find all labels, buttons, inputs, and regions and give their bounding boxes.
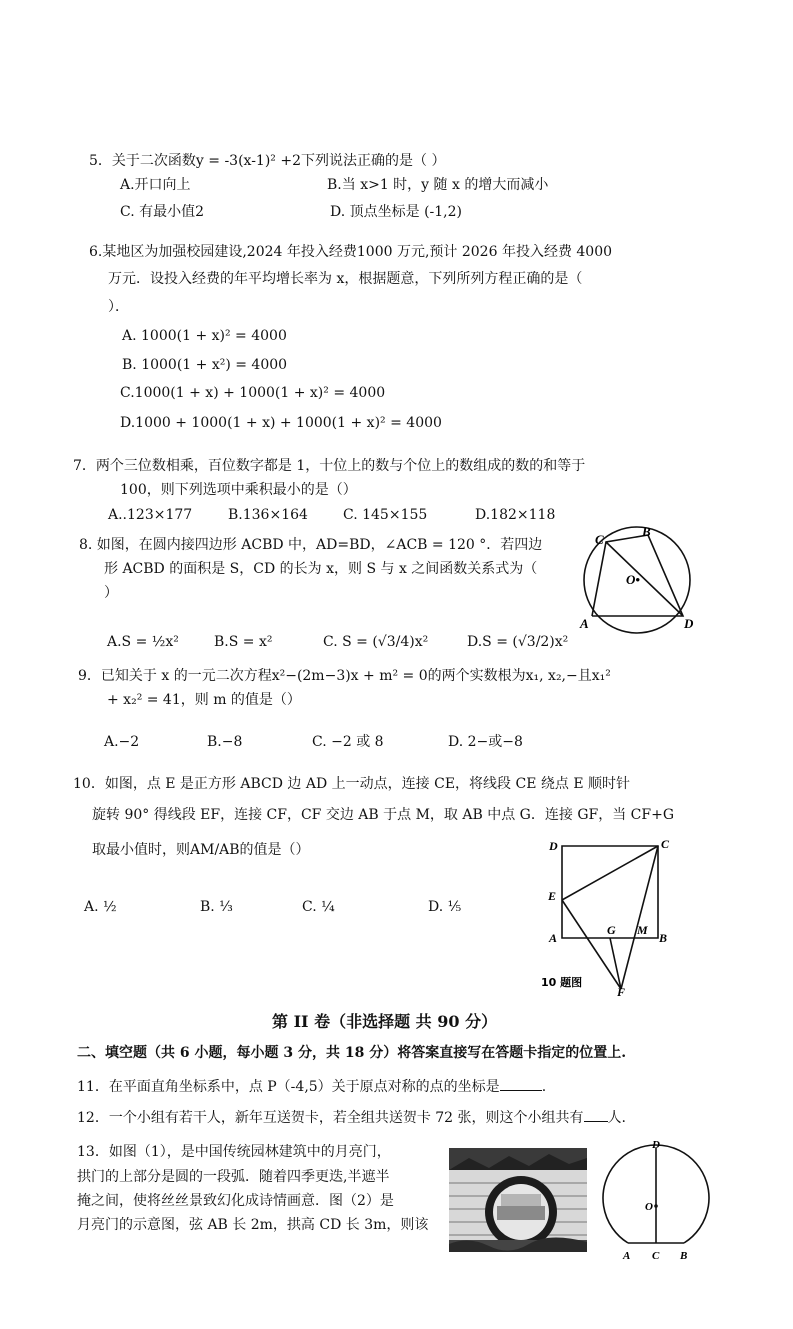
moon-gate-photo bbox=[449, 1148, 587, 1252]
q9-option-d: D. 2−或−8 bbox=[448, 734, 523, 750]
q7-option-d: D.182×118 bbox=[475, 507, 556, 523]
q8-label-a: A bbox=[580, 616, 589, 631]
q11 bbox=[77, 1077, 546, 1096]
q7-option-c: C. 145×155 bbox=[343, 507, 428, 523]
q13-line1: 13．如图（1），是中国传统园林建筑中的月亮门， bbox=[77, 1144, 391, 1160]
q10-label-d: D bbox=[549, 839, 558, 853]
q6-option-c: C.1000(1 + x) + 1000(1 + x)² = 4000 bbox=[120, 385, 386, 401]
q13-line3: 掩之间，使将丝丝景致幻化成诗情画意．图（2）是 bbox=[77, 1193, 394, 1209]
q7-line2: 100，则下列选项中乘积最小的是（） bbox=[120, 482, 357, 498]
q5-stem: 5．关于二次函数y = -3(x-1)² +2下列说法正确的是（ ） bbox=[89, 153, 446, 169]
q7-option-b: B.136×164 bbox=[228, 507, 308, 523]
q12-text: 12．一个小组有若干人，新年互送贺卡，若全组共送贺卡 72 张，则这个小组共有 bbox=[77, 1110, 584, 1126]
q10-line3: 取最小值时，则AM/AB的值是（） bbox=[92, 842, 310, 858]
q7-line1: 7．两个三位数相乘，百位数字都是 1，十位上的数与个位上的数组成的数的和等于 bbox=[73, 458, 586, 474]
q10-option-b: B. ⅓ bbox=[200, 899, 233, 915]
q6-line3: ）． bbox=[108, 299, 129, 315]
q13-label-c: C bbox=[652, 1250, 660, 1262]
q7-option-a: A..123×177 bbox=[108, 507, 193, 523]
q8-option-b: B.S = x² bbox=[214, 634, 273, 650]
q10-label-f: F bbox=[617, 985, 626, 999]
q9-option-c: C. −2 或 8 bbox=[312, 734, 384, 750]
q10-label-g: G bbox=[607, 923, 616, 937]
q10-label-c: C bbox=[661, 837, 670, 851]
q13-label-b: B bbox=[680, 1250, 688, 1262]
q5-option-b: B.当 x>1 时，y 随 x 的增大而减小 bbox=[327, 177, 549, 193]
q12-end: 人. bbox=[607, 1110, 626, 1126]
q5-option-d: D. 顶点坐标是 (-1,2) bbox=[330, 204, 462, 220]
q12-answer-blank bbox=[584, 1108, 608, 1122]
q11-answer-blank bbox=[500, 1077, 542, 1091]
q13-line2: 拱门的上部分是圆的一段弧．随着四季更迭,半遮半 bbox=[77, 1169, 390, 1185]
q10-label-b: B bbox=[659, 931, 668, 945]
q6-option-b: B. 1000(1 + x²) = 4000 bbox=[122, 357, 288, 373]
q10-label-m: M bbox=[637, 923, 648, 937]
q10-label-e: E bbox=[548, 889, 557, 903]
q9-option-b: B.−8 bbox=[207, 734, 243, 750]
q13-line4: 月亮门的示意图，弦 AB 长 2m，拱高 CD 长 3m，则该 bbox=[77, 1217, 429, 1233]
q10-line1: 10．如图，点 E 是正方形 ABCD 边 AD 上一动点，连接 CE，将线段 CE 绕点 E 顺时针 bbox=[73, 776, 630, 792]
q8-option-a: A.S = ½x² bbox=[107, 634, 179, 650]
q8-label-c: C bbox=[595, 532, 604, 547]
q13-figure bbox=[604, 1140, 724, 1265]
q8-label-o: O• bbox=[626, 572, 640, 587]
q10-figure bbox=[535, 832, 685, 1002]
q8-label-d: D bbox=[684, 616, 694, 631]
q9-line2: + x₂² = 41，则 m 的值是（） bbox=[107, 692, 301, 708]
q10-option-d: D. ⅕ bbox=[428, 899, 462, 915]
q10-line2: 旋转 90° 得线段 EF，连接 CF，CF 交边 AB 于点 M，取 AB 中点 G．连接 GF，当 CF+G bbox=[92, 807, 675, 823]
q6-line2: 万元．设投入经费的年平均增长率为 x，根据题意，下列所列方程正确的是（ bbox=[108, 271, 583, 287]
q10-option-c: C. ¼ bbox=[302, 899, 335, 915]
q8-option-d: D.S = (√3/2)x² bbox=[467, 634, 569, 650]
q13-label-d: D bbox=[652, 1139, 660, 1151]
q9-option-a: A.−2 bbox=[104, 734, 140, 750]
q5-option-a: A.开口向上 bbox=[120, 177, 191, 193]
q13-label-a: A bbox=[623, 1250, 631, 1262]
q5-option-c: C. 有最小值2 bbox=[120, 204, 205, 220]
q10-option-a: A. ½ bbox=[84, 899, 117, 915]
q10-caption: 10 题图 bbox=[541, 976, 583, 989]
q8-line2: 形 ACBD 的面积是 S，CD 的长为 x，则 S 与 x 之间函数关系式为（ bbox=[104, 561, 538, 577]
q9-line1: 9．已知关于 x 的一元二次方程x²−(2m−3)x + m² = 0的两个实数根为x₁, x₂,−且x₁² bbox=[78, 668, 611, 684]
part2-title: 第 II 卷（非选择题 共 90 分） bbox=[272, 1012, 498, 1031]
q6-option-d: D.1000 + 1000(1 + x) + 1000(1 + x)² = 4000 bbox=[120, 415, 442, 431]
q11-end: . bbox=[541, 1079, 547, 1095]
q6-option-a: A. 1000(1 + x)² = 4000 bbox=[122, 328, 287, 344]
q8-option-c: C. S = (√3/4)x² bbox=[323, 634, 429, 650]
q10-label-a: A bbox=[549, 931, 558, 945]
q12 bbox=[77, 1108, 626, 1127]
section-fill-in-heading: 二、填空题（共 6 小题，每小题 3 分，共 18 分）将答案直接写在答题卡指定的位置上. bbox=[77, 1045, 627, 1061]
q8-line3: ） bbox=[104, 585, 118, 601]
q13-label-o: O bbox=[645, 1201, 653, 1213]
q6-line1: 6.某地区为加强校园建设,2024 年投入经费1000 万元,预计 2026 年投入经费 4000 bbox=[89, 244, 613, 260]
q8-label-b: B bbox=[642, 524, 651, 539]
q8-line1: 8. 如图，在圆内接四边形 ACBD 中，AD=BD，∠ACB = 120 °．若四边 bbox=[79, 537, 543, 553]
q11-text: 11．在平面直角坐标系中，点 P（-4,5）关于原点对称的点的坐标是 bbox=[77, 1079, 500, 1095]
q8-figure bbox=[570, 520, 700, 640]
